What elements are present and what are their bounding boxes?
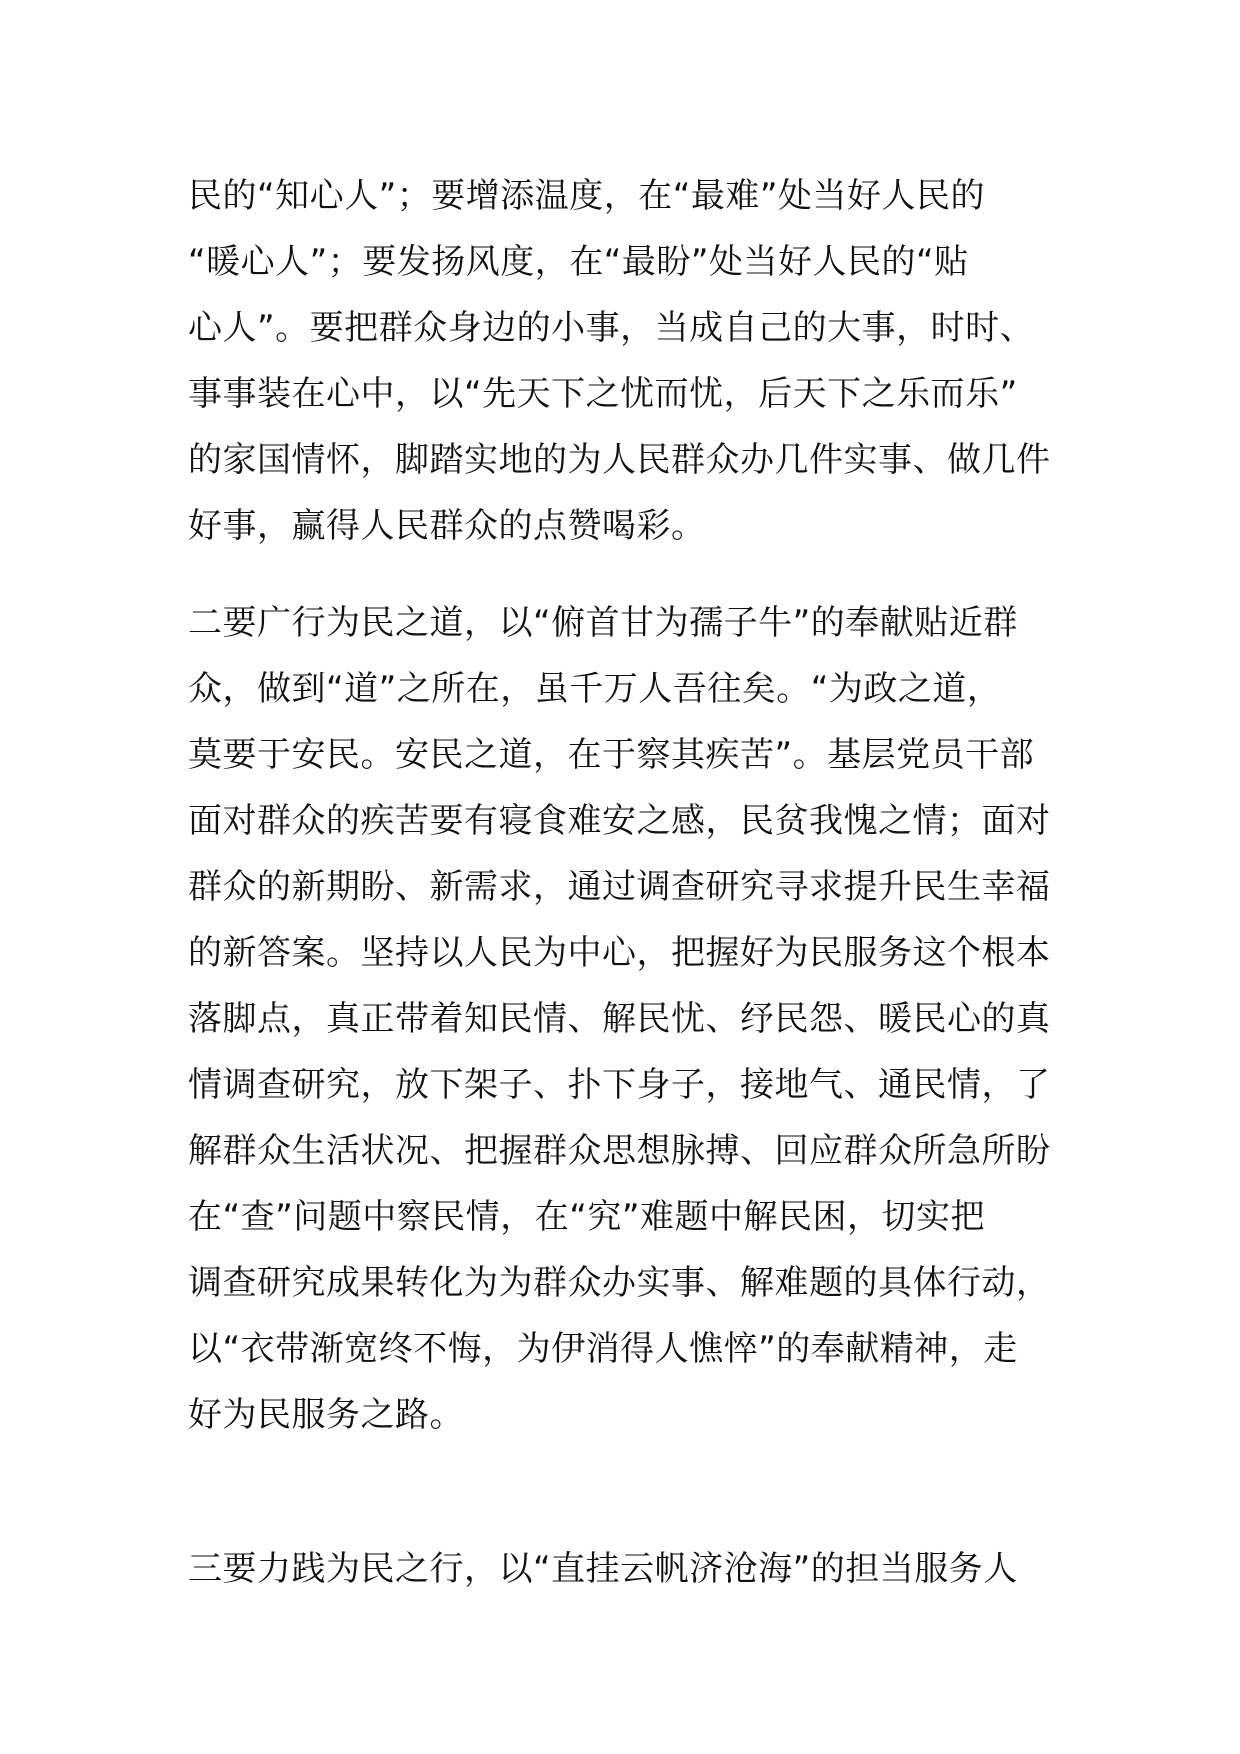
paragraph-2-line-3: 莫要于安民。安民之道，在于察其疾苦”。基层党员干部 [188, 735, 1035, 775]
paragraph-1-line-4: 事事装在心中，以“先天下之忧而忧，后天下之乐而乐” [188, 374, 1018, 414]
paragraph-2-line-13: 好为民服务之路。 [188, 1395, 464, 1435]
paragraph-2 [188, 590, 1068, 1448]
paragraph-1-line-1: 民的“知心人”；要增添温度，在“最难”处当好人民的 [188, 176, 985, 216]
paragraph-2-line-6: 的新答案。坚持以人民为中心，把握好为民服务这个根本 [188, 933, 1051, 973]
paragraph-1 [188, 163, 1068, 559]
paragraph-3 [188, 1536, 1068, 1602]
paragraph-2-line-5: 群众的新期盼、新需求，通过调查研究寻求提升民生幸福 [188, 867, 1051, 907]
paragraph-2-line-7: 落脚点，真正带着知民情、解民忧、纾民怨、暖民心的真 [188, 999, 1051, 1039]
paragraph-1-line-3: 心人”。要把群众身边的小事，当成自己的大事，时时、 [188, 308, 1035, 348]
paragraph-1-line-2: “暖心人”；要发扬风度，在“最盼”处当好人民的“贴 [188, 242, 969, 282]
paragraph-2-line-2: 众，做到“道”之所在，虽千万人吾往矣。“为政之道， [188, 669, 1002, 709]
paragraph-1-line-5: 的家国情怀，脚踏实地的为人民群众办几件实事、做几件 [188, 440, 1051, 480]
paragraph-2-line-8: 情调查研究，放下架子、扑下身子，接地气、通民情，了 [188, 1065, 1051, 1105]
paragraph-2-line-4: 面对群众的疾苦要有寝食难安之感，民贫我愧之情；面对 [188, 801, 1051, 841]
paragraph-1-line-6: 好事，赢得人民群众的点赞喝彩。 [188, 506, 706, 546]
paragraph-2-line-11: 调查研究成果转化为为群众办实事、解难题的具体行动， [188, 1263, 1051, 1303]
paragraph-2-line-10: 在“查”问题中察民情，在“究”难题中解民困，切实把 [188, 1197, 985, 1237]
paragraph-2-line-9: 解群众生活状况、把握群众思想脉搏、回应群众所急所盼 [188, 1131, 1051, 1171]
paragraph-3-line-1: 三要力践为民之行，以“直挂云帆济沧海”的担当服务人 [188, 1549, 1018, 1589]
paragraph-2-line-12: 以“衣带渐宽终不悔，为伊消得人憔悴”的奉献精神，走 [188, 1329, 1018, 1369]
paragraph-2-line-1: 二要广行为民之道，以“俯首甘为孺子牛”的奉献贴近群 [188, 603, 1018, 643]
